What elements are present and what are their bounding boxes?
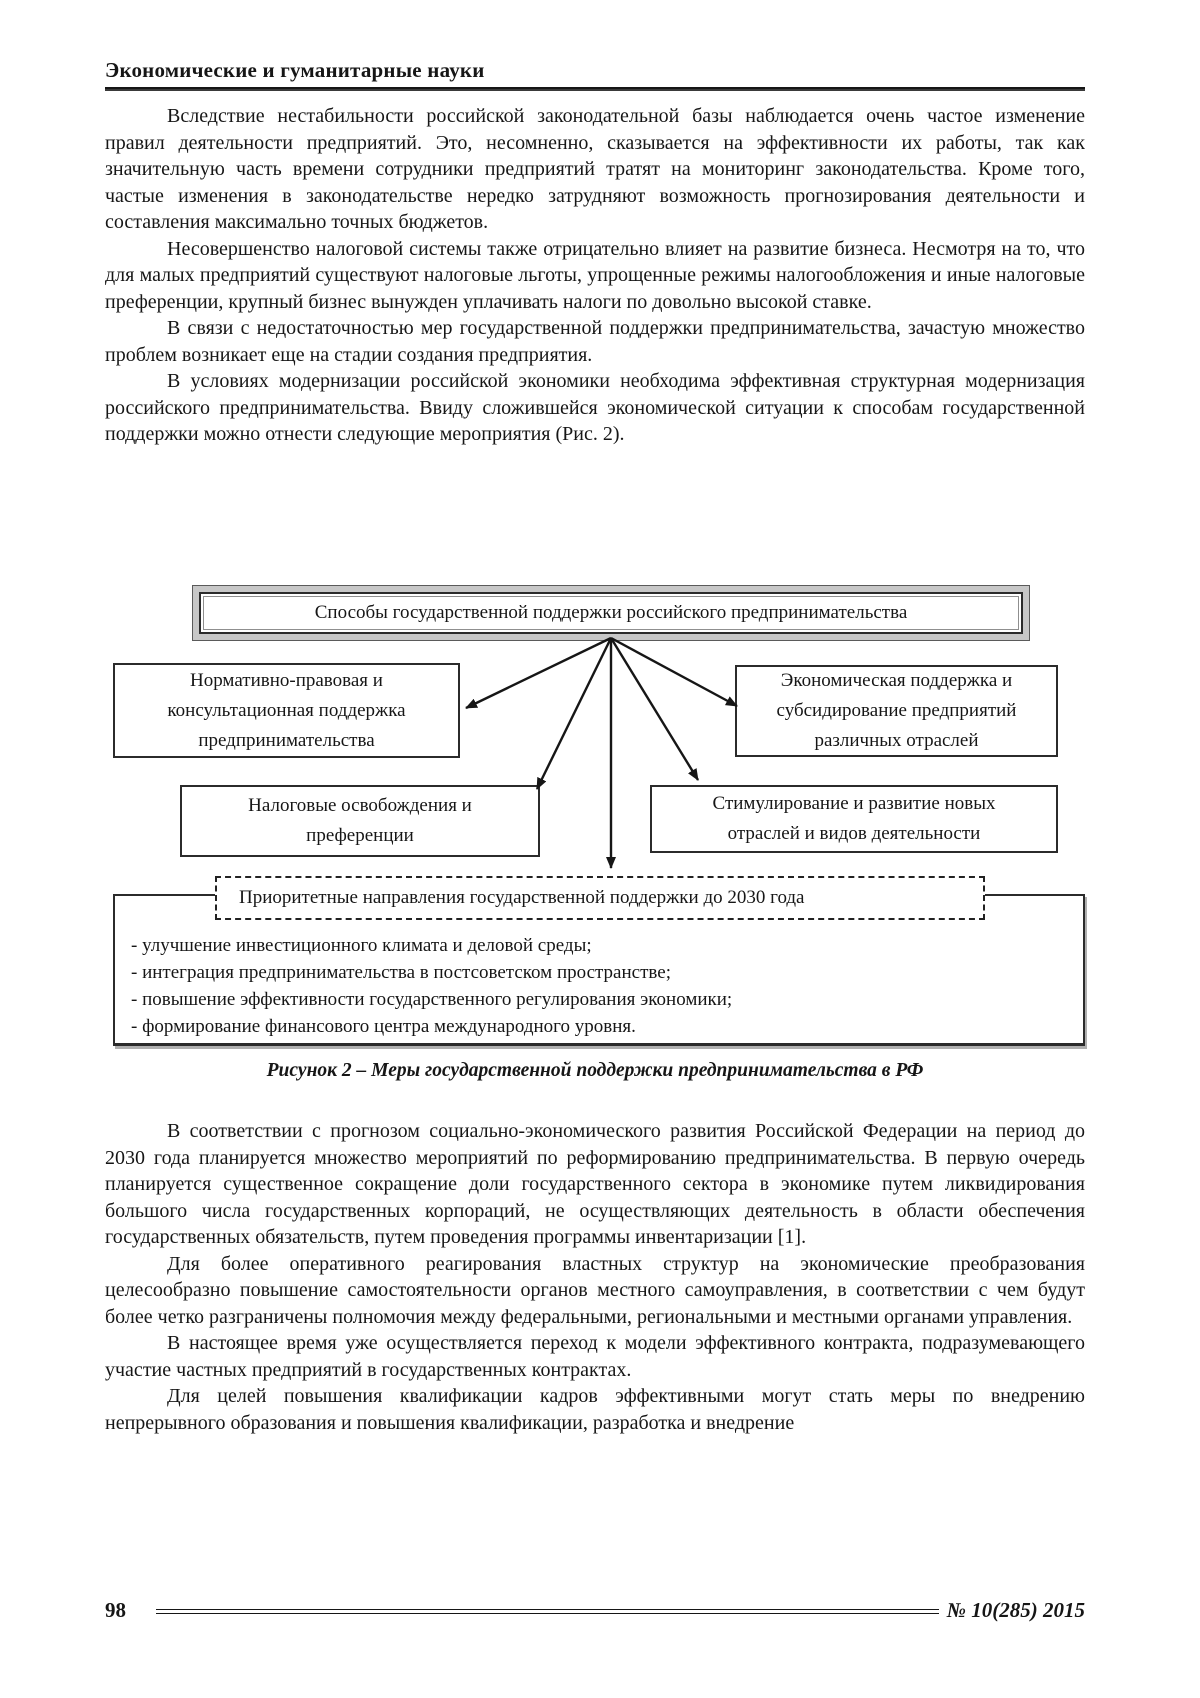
list-item: - интеграция предпринимательства в постсоветском пространстве; [131,962,671,983]
paragraph: Для более оперативного реагирования властных структур на экономические преобразования целесообразно повышение самостоятельности органов местного самоуправления, в соответствии с чем будут более четко разграничены полномочия между федеральными, региональными и местными органами управления. [105,1252,1085,1328]
paragraph: Для целей повышения квалификации кадров эффективными могут стать меры по внедрению непрерывного образования и повышения квалификации, разработка и внедрение [105,1385,1085,1434]
paragraph: Несовершенство налоговой системы также отрицательно влияет на развитие бизнеса. Несмотря на то, что для малых предприятий существуют налоговые льготы, упрощенные режимы налогообложения и иные налоговые преференции, крупный бизнес вынужден уплачивать налоги по довольно высокой ставке. [105,237,1085,313]
footer-rule [156,1609,939,1614]
closing-text-block [105,1118,1085,1436]
paragraph: Вследствие нестабильности российской законодательной базы наблюдается очень частое изменение правил деятельности предприятий. Это, несомненно, сказывается на эффективности их работы, так как значительную часть времени сотрудники предприятий тратят на мониторинг законодательства. Кроме того, частые изменения в законодательстве нередко затрудняют возможность прогнозирования деятельности и составления максимально точных бюджетов. [105,105,1085,233]
paragraph: В связи с недостаточностью мер государственной поддержки предпринимательства, зачастую множество проблем возникает еще на стадии создания предприятия. [105,317,1085,366]
scheme-box-label: Налоговые освобождения и преференции [248,795,472,846]
scheme-box-label: Нормативно-правовая и консультационная поддержка предпринимательства [167,669,406,751]
issue-label: № 10(285) 2015 [946,1598,1085,1622]
scheme-box-label: Экономическая поддержка и субсидирование предприятий различных отраслей [776,670,1017,751]
figure-2-diagram [105,585,1085,1053]
list-item: - повышение эффективности государственного регулирования экономики; [131,989,733,1010]
paragraph: В условиях модернизации российской экономики необходима эффективная структурная модернизация российского предпринимательства. Ввиду сложившейся экономической ситуации к способам государственной поддержки можно отнести следующие мероприятия (Рис. 2). [105,370,1085,445]
connector-arrows [105,585,1085,1053]
figure-caption: Рисунок 2 – Меры государственной поддержки предпринимательства в РФ [266,1060,924,1081]
scheme-box-label: Приоритетные направления государственной поддержки до 2030 года [239,887,805,908]
running-header-title: Экономические и гуманитарные науки [105,58,485,82]
paragraph: В настоящее время уже осуществляется переход к модели эффективного контракта, подразумевающего участие частных предприятий в государственных контрактах. [105,1332,1085,1381]
paragraph: В соответствии с прогнозом социально-экономического развития Российской Федерации на период до 2030 года планируется множество мероприятий по реформированию предпринимательства. В первую очередь планируется существенное сокращение доли государственного сектора в экономике путем ликвидирования большого числа государственных корпораций, не осуществляющих деятельность в области обеспечения государственных обязательств, путем проведения программы инвентаризации [1]. [105,1120,1085,1248]
scheme-box-priority-directions [215,876,985,920]
page-footer [105,1598,1085,1623]
list-item: - улучшение инвестиционного климата и деловой среды; [131,935,592,956]
running-header [105,58,1085,89]
list-item: - формирование финансового центра международного уровня. [131,1016,636,1037]
scheme-box-label: Стимулирование и развитие новых отраслей и видов деятельности [712,793,996,844]
page-number: 98 [105,1598,126,1622]
scheme-root-label: Способы государственной поддержки российского предпринимательства [314,602,908,623]
intro-text-block [105,103,1085,448]
